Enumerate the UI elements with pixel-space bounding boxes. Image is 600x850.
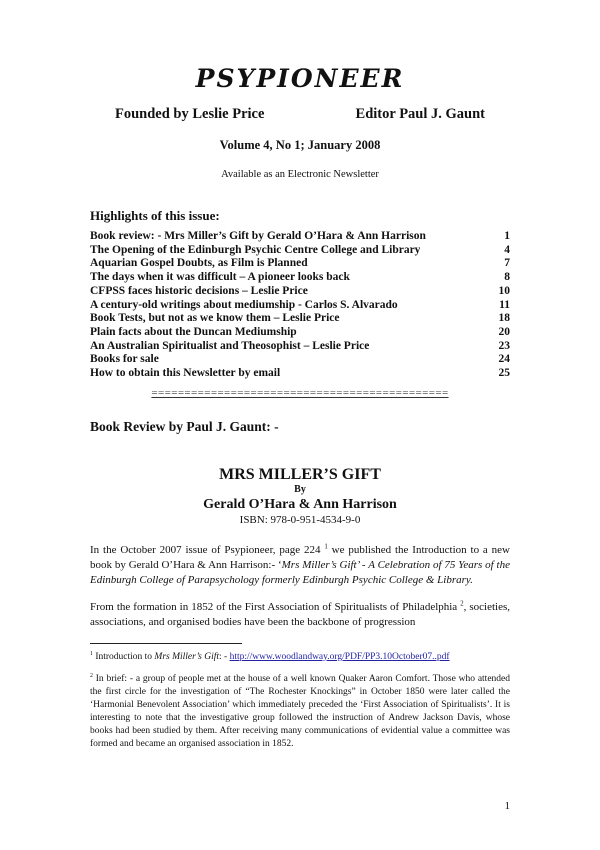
intro-paragraph-text: we published the Introduction to a new book by Gerald O’Hara & Ann Harrison:- ‘	[90, 543, 510, 571]
toc-item	[90, 244, 510, 258]
toc-item	[90, 285, 510, 299]
toc-item	[90, 340, 510, 354]
newsletter-title: PSYPIONEER	[195, 64, 405, 93]
book-isbn: ISBN: 978-0-951-4534-9-0	[239, 513, 361, 526]
footnote-1-url-link[interactable]: http://www.woodlandway.org/PDF/PP3.10October07..pdf	[229, 651, 450, 662]
toc-item	[90, 299, 510, 313]
volume-line: Volume 4, No 1; January 2008	[219, 138, 381, 152]
editor-text: Editor Paul J. Gaunt	[355, 106, 485, 122]
intro-paragraph	[90, 543, 510, 588]
toc-item-page: 20	[498, 325, 510, 338]
toc-item-page: 18	[498, 312, 510, 325]
book-review-byline: Book Review by Paul J. Gaunt: -	[90, 418, 279, 434]
toc-list	[90, 230, 510, 381]
toc-item-page: 25	[498, 367, 510, 380]
toc-item-label: An Australian Spiritualist and Theosophist – Leslie Price	[90, 339, 370, 352]
second-paragraph-text: From the formation in 1852 of the First Association of Spiritualists of Philadelphia	[90, 600, 461, 613]
footnote-1	[90, 651, 510, 664]
toc-item-page: 4	[504, 243, 510, 256]
toc-item	[90, 367, 510, 381]
footnote-1-italic: Mrs Miller’s Gift	[154, 651, 219, 662]
footnote-ref-2: 2	[460, 600, 464, 608]
footnote-1-text: Introduction to	[92, 651, 155, 662]
toc-item-label: Books for sale	[90, 353, 159, 366]
footnote-2-text: In brief: - a group of people met at the house of a well known Quaker Aaron Comfort. Those who attended the first circle for the investigation of “The Rochester Knockings” in October 1850 were later called the ‘Harmonial Benevolent Association’ which immediately preceded the ‘First Association of Spiritualists’. It is interesting to note that the investigative group followed the instruction of Andrew Jackson Davis, whose books had been studied by them. After receiving many communications of evidential value a committee was formed and became an organised association in 1852.	[90, 673, 510, 749]
toc-item	[90, 312, 510, 326]
footnote-2-marker: 2	[90, 672, 93, 679]
toc-item	[90, 230, 510, 244]
toc-item-page: 10	[498, 284, 510, 297]
toc-item	[90, 326, 510, 340]
book-authors: Gerald O’Hara & Ann Harrison	[203, 496, 397, 512]
book-title-inline-italic: Mrs Miller’s Gift’ - A Celebration of 75 Years of the Edinburgh College of Parapsychology formerly Edinburgh Psychic College & Library.	[90, 558, 510, 586]
toc-item-label: The Opening of the Edinburgh Psychic Centre College and Library	[90, 243, 421, 256]
second-paragraph	[90, 600, 510, 630]
toc-item-page: 24	[498, 353, 510, 366]
footnote-1-text: : -	[219, 651, 230, 662]
footnote-ref-1: 1	[324, 543, 328, 551]
footnote-1-marker: 1	[90, 650, 93, 657]
second-paragraph-text: , societies, associations, and organised bodies have been the backbone of progression	[90, 600, 510, 628]
footnote-2	[90, 673, 510, 751]
toc-item-label: Book Tests, but not as we know them – Leslie Price	[90, 312, 340, 325]
toc-item-label: The days when it was difficult – A pioneer looks back	[90, 271, 350, 284]
section-divider: =============================================	[151, 386, 449, 399]
toc-item-label: CFPSS faces historic decisions – Leslie Price	[90, 284, 308, 297]
masthead-row	[90, 106, 510, 123]
toc-item	[90, 353, 510, 367]
toc-item-label: A century-old writings about mediumship - Carlos S. Alvarado	[90, 298, 398, 311]
toc-item-page: 23	[498, 339, 510, 352]
availability-note: Available as an Electronic Newsletter	[221, 169, 379, 180]
toc-item	[90, 271, 510, 285]
toc-item-label: Book review: - Mrs Miller’s Gift by Gerald O’Hara & Ann Harrison	[90, 230, 426, 242]
founded-by-text: Founded by Leslie Price	[115, 106, 265, 122]
toc-item-page: 11	[499, 298, 510, 311]
toc-item-label: How to obtain this Newsletter by email	[90, 367, 281, 380]
highlights-heading: Highlights of this issue:	[90, 208, 220, 223]
toc-item-label: Plain facts about the Duncan Mediumship	[90, 325, 297, 338]
toc-item-page: 1	[504, 230, 510, 242]
page-number: 1	[504, 800, 510, 812]
toc-item-page: 8	[504, 271, 510, 284]
toc-item-page: 7	[504, 257, 510, 270]
book-title: MRS MILLER’S GIFT	[219, 465, 381, 483]
toc-item-label: Aquarian Gospel Doubts, as Film is Planned	[90, 257, 308, 270]
book-by-label: By	[294, 483, 306, 495]
book-title-block	[90, 465, 510, 527]
footnote-separator	[90, 643, 242, 644]
intro-paragraph-text: In the October 2007 issue of Psypioneer, page 224	[90, 543, 325, 556]
toc-item	[90, 257, 510, 271]
